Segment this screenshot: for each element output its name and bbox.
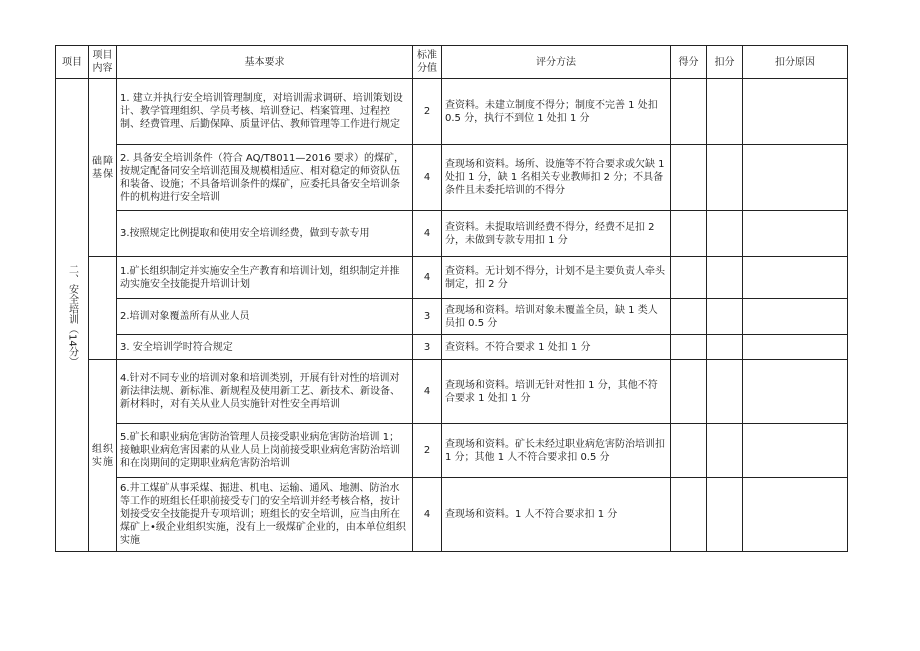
requirement-cell: 2.培训对象覆盖所有从业人员 (117, 299, 413, 335)
got-score-cell[interactable] (671, 211, 707, 257)
item-title: 二、安全培训（14分） (56, 79, 89, 552)
score-cell: 4 (413, 360, 442, 424)
method-cell: 查现场和资料。培训对象未覆盖全员，缺 1 类人员扣 0.5 分 (442, 299, 671, 335)
score-cell: 4 (413, 211, 442, 257)
score-cell: 4 (413, 478, 442, 552)
header-method: 评分方法 (442, 46, 671, 79)
table-row (56, 335, 848, 360)
got-score-cell[interactable] (671, 257, 707, 299)
header-reason: 扣分原因 (743, 46, 848, 79)
method-cell: 查资料。未建立制度不得分；制度不完善 1 处扣 0.5 分，执行不到位 1 处扣 1 分 (442, 79, 671, 145)
deduct-cell[interactable] (707, 360, 743, 424)
got-score-cell[interactable] (671, 360, 707, 424)
method-cell: 查现场和资料。场所、设施等不符合要求或欠缺 1 处扣 1 分，缺 1 名相关专业教师扣 2 分；不具备条件且未委托培训的不得分 (442, 145, 671, 211)
score-cell: 2 (413, 424, 442, 478)
got-score-cell[interactable] (671, 335, 707, 360)
method-cell: 查资料。未提取培训经费不得分，经费不足扣 2 分，未做到专款专用扣 1 分 (442, 211, 671, 257)
score-cell: 4 (413, 257, 442, 299)
reason-cell[interactable] (743, 424, 848, 478)
group-name: 组织实施 (89, 360, 117, 552)
header-score: 得分 (671, 46, 707, 79)
deduct-cell[interactable] (707, 478, 743, 552)
got-score-cell[interactable] (671, 299, 707, 335)
group-name: 础障基保 (89, 79, 117, 257)
requirement-cell: 3.按照规定比例提取和使用安全培训经费，做到专款专用 (117, 211, 413, 257)
method-cell: 查现场和资料。矿长未经过职业病危害防治培训扣 1 分；其他 1 人不符合要求扣 0.5 分 (442, 424, 671, 478)
deduct-cell[interactable] (707, 79, 743, 145)
deduct-cell[interactable] (707, 335, 743, 360)
table-row (56, 299, 848, 335)
group-name (89, 257, 117, 360)
method-cell: 查资料。不符合要求 1 处扣 1 分 (442, 335, 671, 360)
table-row (56, 145, 848, 211)
table-row (56, 360, 848, 424)
method-cell: 查现场和资料。1 人不符合要求扣 1 分 (442, 478, 671, 552)
reason-cell[interactable] (743, 360, 848, 424)
requirement-cell: 6.井工煤矿从事采煤、掘进、机电、运输、通风、地测、防治水等工作的班组长任职前接受专门的安全培训并经考核合格，按计划接受安全技能提升专项培训；班组长的安全培训，应当由所在煤矿上•级企业组织实施，没有上一级煤矿企业的，由本单位组织实施 (117, 478, 413, 552)
deduct-cell[interactable] (707, 424, 743, 478)
score-cell: 3 (413, 335, 442, 360)
reason-cell[interactable] (743, 335, 848, 360)
reason-cell[interactable] (743, 299, 848, 335)
deduct-cell[interactable] (707, 299, 743, 335)
header-item: 项目 (56, 46, 89, 79)
method-cell: 查资料。无计划不得分，计划不是主要负责人牵头制定，扣 2 分 (442, 257, 671, 299)
table-row (56, 478, 848, 552)
requirement-cell: 2. 具备安全培训条件（符合 AQ/T8011—2016 要求）的煤矿，按规定配备同安全培训范围及规模相适应、相对稳定的师资队伍和装备、设施；不具备培训条件的煤矿，应委托具备安全培训条件的机构进行安全培训 (117, 145, 413, 211)
got-score-cell[interactable] (671, 79, 707, 145)
header-content: 项目 内容 (89, 46, 117, 79)
table-row (56, 257, 848, 299)
reason-cell[interactable] (743, 79, 848, 145)
header-requirement: 基本要求 (117, 46, 413, 79)
table-row (56, 211, 848, 257)
requirement-cell: 4.针对不同专业的培训对象和培训类别，开展有针对性的培训对新法律法规、新标准、新规程及使用新工艺、新技术、新设备、新材料时，对有关从业人员实施针对性安全再培训 (117, 360, 413, 424)
reason-cell[interactable] (743, 211, 848, 257)
got-score-cell[interactable] (671, 478, 707, 552)
deduct-cell[interactable] (707, 211, 743, 257)
header-row (56, 46, 848, 79)
score-cell: 2 (413, 79, 442, 145)
table-row (56, 424, 848, 478)
reason-cell[interactable] (743, 145, 848, 211)
header-deduct: 扣分 (707, 46, 743, 79)
reason-cell[interactable] (743, 478, 848, 552)
requirement-cell: 3. 安全培训学时符合规定 (117, 335, 413, 360)
deduct-cell[interactable] (707, 257, 743, 299)
requirement-cell: 1.矿长组织制定并实施安全生产教育和培训计划，组织制定并推动实施安全技能提升培训计划 (117, 257, 413, 299)
score-cell: 3 (413, 299, 442, 335)
header-standard: 标准 分值 (413, 46, 442, 79)
got-score-cell[interactable] (671, 424, 707, 478)
deduct-cell[interactable] (707, 145, 743, 211)
requirement-cell: 5.矿长和职业病危害防治管理人员接受职业病危害防治培训 1；接触职业病危害因素的从业人员上岗前接受职业病危害防治培训和在岗期间的定期职业病危害防治培训 (117, 424, 413, 478)
reason-cell[interactable] (743, 257, 848, 299)
got-score-cell[interactable] (671, 145, 707, 211)
score-cell: 4 (413, 145, 442, 211)
table-row (56, 79, 848, 145)
scoring-table (55, 45, 848, 552)
method-cell: 查现场和资料。培训无针对性扣 1 分，其他不符合要求 1 处扣 1 分 (442, 360, 671, 424)
requirement-cell: 1. 建立并执行安全培训管理制度，对培训需求调研、培训策划设计、教学管理组织、学员考核、培训登记、档案管理、过程控制、经费管理、后勤保障、质量评估、教师管理等工作进行规定 (117, 79, 413, 145)
